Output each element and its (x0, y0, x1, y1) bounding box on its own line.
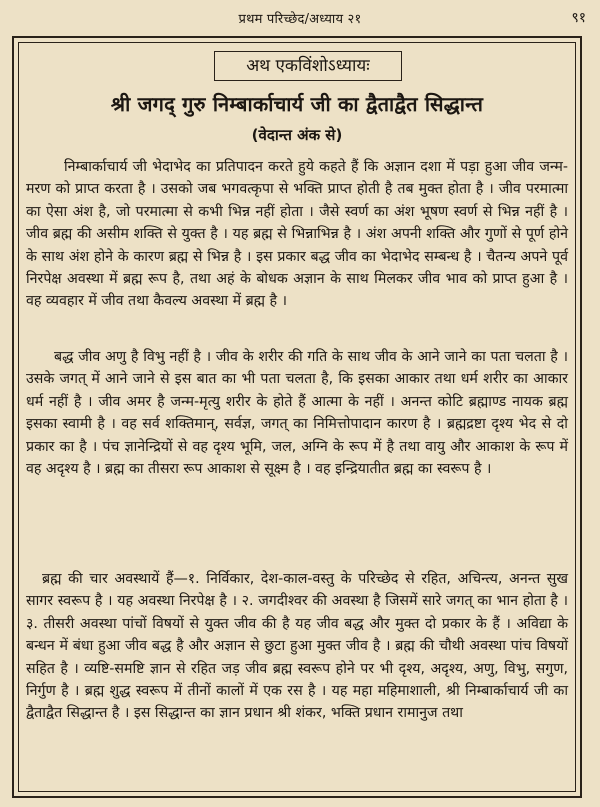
page-title: श्री जगद् गुरु निम्बार्काचार्य जी का द्वैताद्वैत सिद्धान्त (110, 92, 484, 116)
page-number: ९१ (571, 10, 586, 26)
chapter-heading: अथ एकविंशोऽध्यायः (214, 51, 402, 81)
page-frame (12, 36, 582, 798)
paragraph-2: बद्ध जीव अणु है विभु नहीं है । जीव के शरीर की गति के साथ जीव के आने जाने का पता चलता है । उसके जगत् में आने जाने से इस बात का भी पता चलता है, कि इसका आकार तथा धर्म शरीर का आकार धर्म नहीं है । जीव अमर है जन्म-मृत्यु शरीर के होते हैं आत्मा के नहीं । अनन्त कोटि ब्रह्माण्ड नायक ब्रह्म इसका स्वामी है । वह सर्व शक्तिमान्, सर्वज्ञ, जगत् का निमित्तोपादान कारण है । ब्रह्मद्रष्टा दृश्य भेद से दो प्रकार का है । पंच ज्ञानेन्द्रियों से वह दृश्य भूमि, जल, अग्नि के रूप में है तथा वायु और आकाश के रूप में वह अदृश्य है । ब्रह्म का तीसरा रूप आकाश से सूक्ष्म है । वह इन्द्रियातीत ब्रह्म का स्वरूप है । (26, 349, 568, 478)
paragraph-3: ब्रह्म की चार अवस्थायें हैं—१. निर्विकार, देश-काल-वस्तु के परिच्छेद से रहित, अचिन्त्य, अनन्त सुख सागर स्वरूप है । यह अवस्था निरपेक्ष है । २. जगदीश्वर की अवस्था है जिसमें सारे जगत् का भान होता है । ३. तीसरी अवस्था पांचों विषयों से युक्त जीव की है यह जीव बद्ध और मुक्त दो प्रकार के हैं । अविद्या के बन्धन में बंधा हुआ जीव बद्ध है और अज्ञान से छुटा हुआ मुक्त जीव है । ब्रह्म की चौथी अवस्था पांच विषयों सहित है । व्यष्टि-समष्टि ज्ञान से रहित जड़ जीव ब्रह्म स्वरूप होने पर भी दृश्य, अदृश्य, अणु, विभु, सगुण, निर्गुण है । ब्रह्म शुद्ध स्वरूप में तीनों कालों में एक रस है । यह महा महिमाशाली, श्री निम्बार्काचार्य जी का द्वैताद्वैत सिद्धान्त है । इस सिद्धान्त का ज्ञान प्रधान श्री शंकर, भक्ति प्रधान रामानुज तथा (26, 571, 568, 722)
paragraph-1: निम्बार्काचार्य जी भेदाभेद का प्रतिपादन करते हुये कहते हैं कि अज्ञान दशा में पड़ा हुआ जीव जन्म-मरण को प्राप्त करता है । उसको जब भगवत्कृपा से भक्ति प्राप्त होती है तब मुक्त होता है । जीव परमात्मा का ऐसा अंश है, जो परमात्मा से कभी भिन्न नहीं होता । जैसे स्वर्ण का अंश भूषण स्वर्ण से भिन्न नहीं है । जीव ब्रह्म की असीम शक्ति से युक्त है । यह ब्रह्म से भिन्नाभिन्न है । अंश अपनी शक्ति और गुणों से पूर्ण होने के साथ अंश होने के कारण ब्रह्म से भिन्न है । इस प्रकार बद्ध जीव का भेदाभेद सम्बन्ध है । चैतन्य अपने पूर्व निरपेक्ष अवस्था में ब्रह्म रूप है, तथा अहं के बोधक अज्ञान के साथ मिलकर जीव भाव को प्राप्त हुआ है । वह व्यवहार में जीव तथा कैवल्य अवस्था में ब्रह्म है । (26, 159, 568, 310)
running-title: प्रथम परिच्छेद/अध्याय २१ (238, 12, 362, 27)
source-note: (वेदान्त अंक से) (251, 126, 343, 144)
running-header (0, 0, 600, 34)
